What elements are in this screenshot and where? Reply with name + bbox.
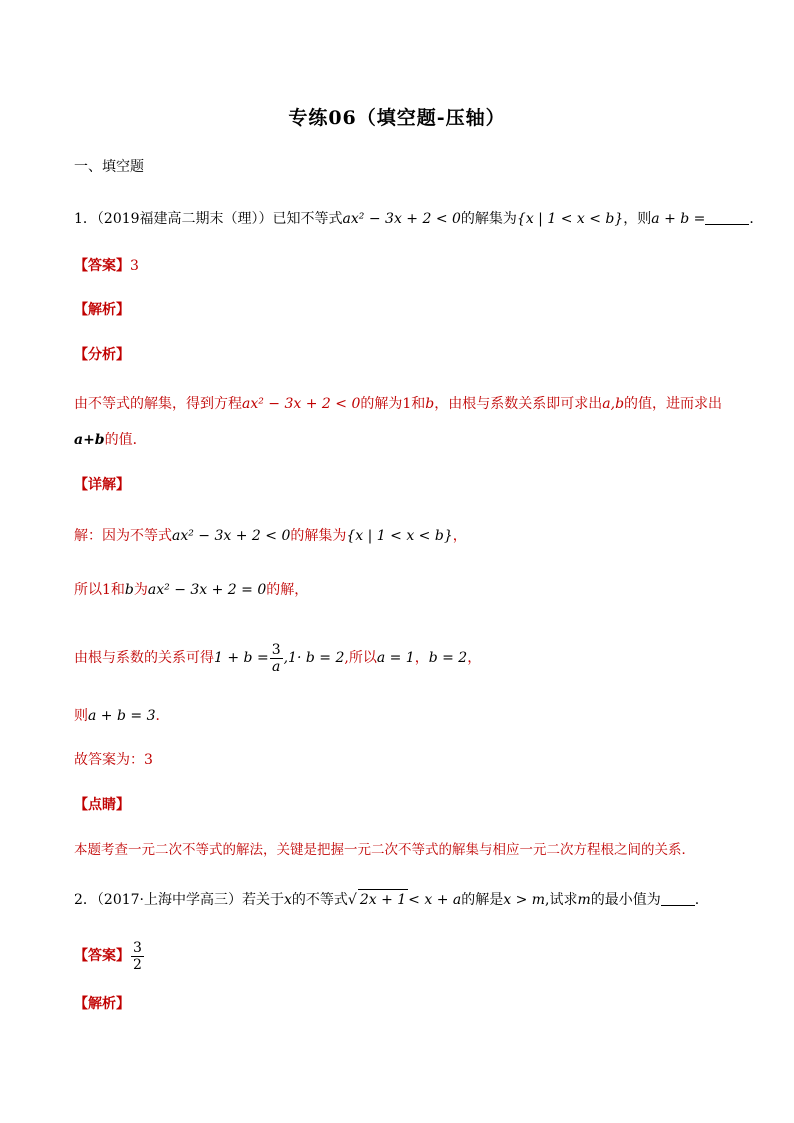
answer-blank [705, 210, 749, 225]
fenxi-inequality: ax² − 3x + 2 < 0 [242, 396, 361, 412]
q1-detail-line-1 [74, 526, 467, 546]
fraction-numerator: 3 [133, 939, 142, 956]
detail-text: ， [452, 528, 467, 544]
q1-detail-label [74, 475, 130, 495]
detail-set: {x | 1 < x < b} [346, 528, 453, 544]
answer-value: 3 [130, 258, 139, 274]
fenxi-text: ，由根与系数关系即可求出 [434, 396, 603, 412]
q2-var-x: x [284, 892, 292, 908]
q2-solution: x > m [503, 892, 546, 908]
detail-equation: ax² − 3x + 2 = 0 [147, 582, 267, 598]
q1-fenxi-line-2 [74, 430, 147, 450]
q1-detail-line-3 [74, 640, 481, 676]
detail-text: ， [467, 650, 482, 666]
sqrt-radicand: 2x + 1 [358, 889, 408, 910]
fenxi-text: 由不等式的解集，得到方程 [74, 396, 242, 412]
detail-sum: a + b = 3 [88, 708, 156, 724]
q1-end: ． [749, 211, 764, 227]
answer-blank [661, 891, 695, 906]
detail-text: ,所以 [344, 650, 377, 666]
detail-text: 解：因为不等式 [74, 528, 172, 544]
q2-text: ,试求 [545, 892, 578, 908]
q2-sqrt: √ 2x + 1 [348, 892, 408, 908]
detail-fraction [270, 642, 283, 675]
detail-text: ， [414, 650, 429, 666]
detail-label: 【详解】 [74, 477, 130, 493]
q2-answer [74, 938, 145, 974]
fenxi-expression: a+b [74, 432, 105, 448]
detail-text: 的解集为 [290, 528, 347, 544]
fenxi-vars: a,b [602, 396, 625, 412]
fenxi-label: 【分析】 [74, 347, 130, 363]
fenxi-text: 的值． [104, 432, 147, 448]
q1-analysis-label [74, 300, 130, 320]
answer-fraction [131, 940, 144, 973]
detail-lhs: 1 + b = [214, 650, 269, 666]
q2-end: . [694, 892, 700, 908]
q2-var-m: m [577, 892, 591, 908]
section-heading: 一、填空题 [74, 159, 144, 175]
detail-text: 为 [133, 582, 148, 598]
q2-analysis-label [74, 994, 130, 1014]
q2-text: 的不等式 [291, 892, 348, 908]
q1-ask: ，则 [623, 211, 652, 227]
q1-dianjing-text: 本题考查一元二次不等式的解法，关键是把握一元二次不等式的解集与相应一元二次方程根之间的关系． [74, 842, 695, 858]
question-2 [74, 889, 699, 910]
fenxi-var: b [425, 396, 435, 412]
fraction-numerator: 3 [271, 641, 281, 658]
q1-fenxi-label [74, 345, 130, 365]
detail-a-value: a = 1 [376, 650, 415, 666]
detail-text: 的解， [266, 582, 309, 598]
q1-detail-line-4 [74, 706, 169, 726]
analysis-label: 【解析】 [74, 302, 130, 318]
q1-detail-line-5: 故答案为：3 [74, 752, 153, 768]
q1-mid: 的解集为 [460, 211, 517, 227]
q2-text: 的最小值为 [590, 892, 661, 908]
answer-label: 【答案】 [74, 258, 130, 274]
dianjing-label: 【点睛】 [74, 797, 130, 813]
fraction-denominator: 2 [133, 956, 142, 973]
q1-answer [74, 256, 139, 276]
fenxi-text: 的解为1和 [360, 396, 426, 412]
detail-inequality: ax² − 3x + 2 < 0 [172, 528, 291, 544]
analysis-label: 【解析】 [74, 996, 130, 1012]
q2-prefix: 2．（2017·上海中学高三）若关于 [74, 892, 284, 908]
q1-inequality: ax² − 3x + 2 < 0 [342, 211, 461, 227]
fenxi-text: 的值，进而求出 [624, 396, 723, 412]
detail-text: 由根与系数的关系可得 [74, 650, 214, 666]
detail-text: ． [155, 708, 170, 724]
q1-prefix: 1．（2019福建高二期末（理））已知不等式 [74, 211, 343, 227]
question-1 [74, 209, 763, 229]
q1-fenxi-line-1 [74, 394, 722, 414]
detail-product: ,1· b = 2 [283, 650, 345, 666]
detail-text: 则 [74, 708, 88, 724]
page-title: 专练06（填空题-压轴） [288, 107, 506, 129]
detail-b-value: b = 2 [428, 650, 468, 666]
q1-expression: a + b = [651, 211, 706, 227]
detail-text: 所以1和 [74, 582, 125, 598]
q1-solution-set: {x | 1 < x < b} [516, 211, 624, 227]
q1-detail-line-2 [74, 580, 308, 600]
fraction-denominator: a [271, 658, 281, 675]
answer-label: 【答案】 [74, 948, 130, 964]
detail-var: b [124, 582, 134, 598]
q2-text: 的解是 [461, 892, 504, 908]
q1-dianjing-label [74, 795, 130, 815]
q2-inequality-rest: < x + a [408, 892, 462, 908]
